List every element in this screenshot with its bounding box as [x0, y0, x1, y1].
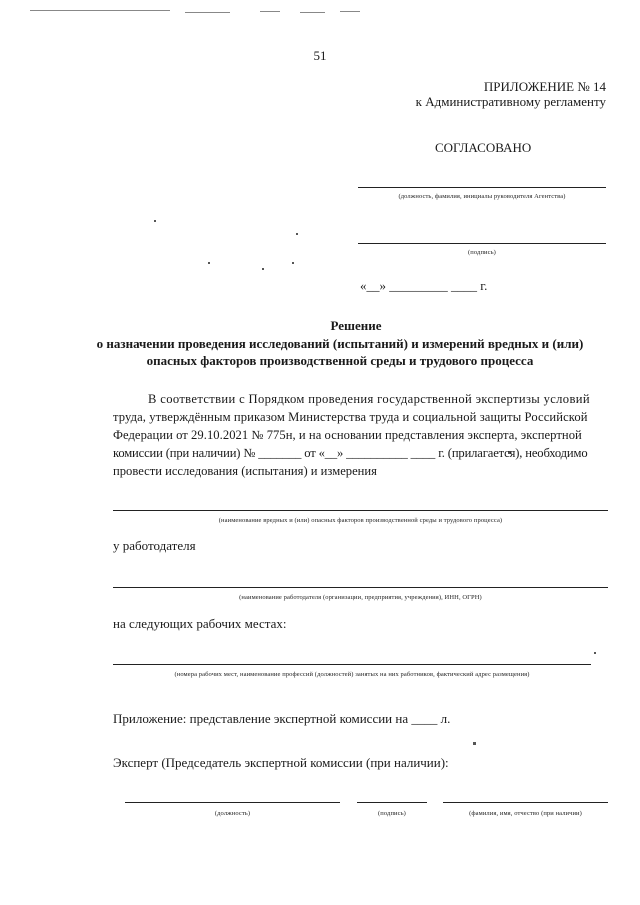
appendix-title: ПРИЛОЖЕНИЕ № 14 [483, 79, 606, 94]
employer-caption: (наименование работодателя (организации, предприятия, учреждения), ИНН, ОГРН) [239, 594, 482, 601]
body-line-1: В соответствии с Порядком проведения государственной экспертизы условий [148, 392, 590, 406]
workplaces-caption: (номера рабочих мест, наименование профессий (должностей) занятых на них работников, фактический адрес размещения) [174, 671, 530, 678]
body-line-4: комиссии (при наличии) № _______ от «__» __________ ____ г. (прилагается), необходимо [113, 446, 588, 460]
scan-artifact [300, 12, 325, 13]
scan-dot [473, 742, 476, 745]
position-caption: (должность, фамилия, инициалы руководителя Агентства) [398, 193, 566, 200]
scan-artifact [260, 11, 280, 12]
signature-line[interactable] [358, 243, 606, 244]
employer-line[interactable] [113, 587, 608, 588]
appendix-subtitle: к Административному регламенту [415, 94, 606, 109]
decision-subtitle-2: опасных факторов производственной среды и трудового процесса [146, 353, 534, 368]
expert-signature-caption: (подпись) [378, 810, 406, 817]
body-line-2: труда, утверждённым приказом Министерства труда и социальной защиты Российской [113, 410, 588, 424]
scan-dot [292, 262, 294, 264]
factors-caption: (наименование вредных и (или) опасных факторов производственной среды и трудового процесса) [218, 517, 503, 524]
workplaces-line[interactable] [113, 664, 591, 665]
expert-position-line[interactable] [125, 802, 340, 803]
date-line: «__» _________ ____ г. [360, 278, 488, 293]
scan-dot [262, 268, 264, 270]
decision-title: Решение [330, 318, 382, 333]
expert-name-line[interactable] [443, 802, 608, 803]
expert-name-caption: (фамилия, имя, отчество (при наличии) [469, 810, 582, 817]
expert-signature-line[interactable] [357, 802, 427, 803]
scan-artifact [185, 12, 230, 13]
workplaces-label: на следующих рабочих местах: [113, 616, 287, 631]
approval-heading: СОГЛАСОВАНО [435, 140, 532, 155]
scan-dot [594, 652, 596, 654]
scan-artifact [30, 10, 170, 11]
scan-dot [154, 220, 156, 222]
expert-position-caption: (должность) [214, 810, 251, 817]
scan-dot [296, 233, 298, 235]
body-line-3: Федерации от 29.10.2021 № 775н, и на основании представления эксперта, экспертной [113, 428, 582, 442]
page-number: 51 [313, 48, 327, 63]
employer-label: у работодателя [113, 538, 196, 553]
factors-line[interactable] [113, 510, 608, 511]
appendix-reference: Приложение: представление экспертной комиссии на ____ л. [113, 711, 451, 726]
position-line[interactable] [358, 187, 606, 188]
signature-caption: (подпись) [468, 249, 496, 256]
decision-subtitle-1: о назначении проведения исследований (испытаний) и измерений вредных и (или) [96, 336, 584, 351]
scan-dot [208, 262, 210, 264]
scan-artifact [340, 11, 360, 12]
body-line-5: провести исследования (испытания) и измерения [113, 464, 377, 478]
expert-label: Эксперт (Председатель экспертной комиссии (при наличии): [113, 755, 449, 770]
